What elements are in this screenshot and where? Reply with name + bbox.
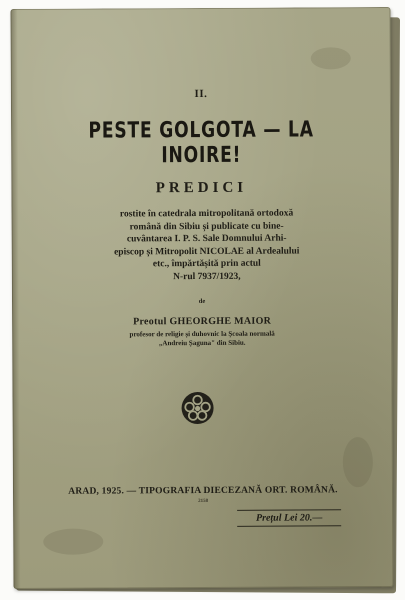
author-name: Preotul GHEORGHE MAIOR bbox=[133, 315, 272, 328]
wear-spot bbox=[311, 47, 351, 69]
volume-number: II. bbox=[194, 87, 208, 101]
description-line: cuvântarea I. P. S. Sale Domnului Arhi- bbox=[126, 233, 287, 245]
wear-spot bbox=[343, 437, 373, 487]
description-line: episcop și Mitropolit NICOLAE al Ardealului bbox=[114, 245, 300, 257]
floral-ornament-icon bbox=[180, 391, 214, 425]
description-line: română din Sibiu și publicate cu bine- bbox=[129, 221, 284, 232]
author-role bbox=[77, 329, 327, 348]
book-cover bbox=[10, 7, 393, 589]
author-role-line: „Andreiu Șaguna" din Sibiu. bbox=[158, 338, 246, 348]
book-subtitle: PREDICI bbox=[155, 179, 248, 197]
author-role-line: profesor de religie și duhovnic la Școala normală bbox=[129, 329, 275, 339]
description-line: N-rul 7937/1923, bbox=[173, 271, 241, 282]
wear-spot bbox=[43, 529, 103, 555]
imprint-line: ARAD, 1925. — TIPOGRAFIA DIECEZANĂ ORT. ROMÂNĂ. bbox=[68, 485, 338, 497]
price-label: Prețul Lei 20.— bbox=[237, 509, 341, 527]
by-label: de bbox=[198, 297, 206, 306]
book-title: PESTE GOLGOTA — LA INOIRE! bbox=[88, 117, 314, 169]
description-line: rostite în catedrala mitropolitană ortodoxă bbox=[119, 208, 294, 220]
imprint-code: 2158 bbox=[198, 498, 209, 505]
description-block bbox=[67, 207, 347, 283]
description-line: etc., împărtășită prin actul bbox=[152, 258, 261, 270]
